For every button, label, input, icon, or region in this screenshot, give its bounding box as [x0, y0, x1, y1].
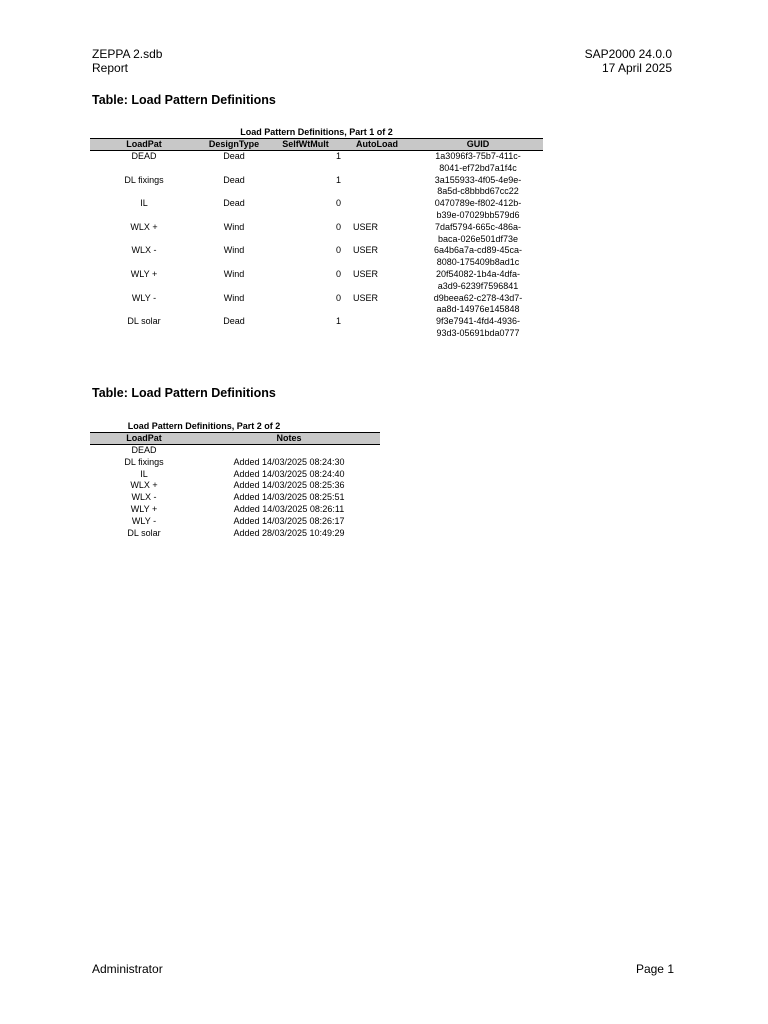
table-row — [90, 293, 543, 317]
guid-line1: 20f54082-1b4a-4dfa- — [435, 268, 521, 279]
cell-autoload: USER — [353, 268, 379, 279]
cell-notes: Added 14/03/2025 08:26:17 — [233, 515, 345, 526]
doc-type: Report — [92, 61, 129, 75]
section1-title: Table: Load Pattern Definitions — [92, 93, 276, 107]
cell-designtype: Wind — [223, 245, 245, 256]
cell-selfwtmult: 1 — [335, 151, 341, 161]
col-header-autoload: AutoLoad — [341, 139, 413, 151]
cell-designtype: Wind — [223, 268, 245, 279]
cell-loadpat: WLX - — [131, 492, 157, 503]
guid-line2: a3d9-6239f7596841 — [437, 280, 519, 291]
cell-loadpat: WLY + — [130, 268, 158, 279]
cell-selfwtmult: 0 — [335, 198, 341, 209]
col-header-guid: GUID — [413, 139, 543, 151]
cell-designtype: Wind — [223, 221, 245, 232]
cell-autoload — [341, 151, 413, 175]
file-name: ZEPPA 2.sdb — [92, 47, 163, 61]
cell-guid — [413, 293, 543, 317]
table-part2 — [90, 421, 380, 539]
cell-designtype: Dead — [223, 316, 245, 327]
cell-autoload: USER — [353, 221, 379, 232]
cell-selfwtmult: 0 — [335, 245, 341, 256]
table-part1 — [90, 127, 543, 340]
cell-guid — [413, 151, 543, 175]
cell-loadpat: WLY - — [131, 292, 157, 303]
cell-loadpat: WLX + — [130, 221, 158, 232]
cell-loadpat: DL fixings — [124, 456, 164, 467]
guid-line1: d9beea62-c278-43d7- — [433, 292, 523, 303]
table-row — [90, 480, 380, 492]
table-row — [90, 245, 543, 269]
cell-loadpat: WLX + — [130, 480, 158, 491]
table-part2-caption: Load Pattern Definitions, Part 2 of 2 — [127, 421, 281, 431]
cell-guid — [413, 245, 543, 269]
cell-loadpat: IL — [140, 198, 148, 209]
cell-guid — [413, 222, 543, 246]
guid-line2: 93d3-05691bda0777 — [436, 327, 520, 338]
footer-author: Administrator — [92, 962, 163, 976]
cell-notes: Added 14/03/2025 08:25:36 — [233, 480, 345, 491]
table-row — [90, 492, 380, 504]
cell-loadpat: DEAD — [131, 445, 157, 455]
cell-loadpat: WLY + — [130, 503, 158, 514]
cell-notes: Added 14/03/2025 08:26:11 — [233, 503, 345, 514]
cell-designtype: Wind — [223, 292, 245, 303]
cell-selfwtmult: 1 — [335, 316, 341, 327]
cell-loadpat: IL — [140, 468, 148, 479]
cell-selfwtmult: 0 — [335, 268, 341, 279]
table-row — [90, 175, 543, 199]
load-pattern-table-1 — [90, 138, 543, 340]
cell-loadpat: WLY - — [131, 515, 157, 526]
guid-line1: 0470789e-f802-412b- — [434, 198, 522, 209]
cell-guid — [413, 269, 543, 293]
cell-notes — [198, 445, 380, 457]
cell-autoload — [341, 175, 413, 199]
col-header-designtype: DesignType — [198, 139, 270, 151]
guid-line1: 9f3e7941-4fd4-4936- — [435, 316, 521, 327]
cell-autoload: USER — [353, 292, 379, 303]
cell-designtype: Dead — [223, 198, 245, 209]
table-row — [90, 269, 543, 293]
table-part1-caption: Load Pattern Definitions, Part 1 of 2 — [240, 127, 393, 137]
guid-line2: 8080-175409b8ad1c — [436, 257, 520, 268]
software-version: SAP2000 24.0.0 — [584, 47, 672, 61]
col-header-loadpat: LoadPat — [90, 139, 198, 151]
cell-selfwtmult: 0 — [335, 292, 341, 303]
report-date: 17 April 2025 — [601, 61, 672, 75]
cell-guid — [413, 175, 543, 199]
report-header-right — [585, 47, 672, 75]
table-row — [90, 222, 543, 246]
table-row — [90, 469, 380, 481]
table-row — [90, 504, 380, 516]
guid-line1: 1a3096f3-75b7-411c- — [435, 151, 521, 161]
cell-guid — [413, 316, 543, 340]
cell-loadpat: WLX - — [131, 245, 157, 256]
cell-autoload — [341, 198, 413, 222]
guid-line2: baca-026e501df73e — [437, 233, 519, 244]
guid-line2: 8a5d-c8bbbd67cc22 — [437, 186, 519, 197]
footer-page-number: Page 1 — [635, 962, 674, 976]
report-header-left — [92, 47, 162, 75]
table-row — [90, 457, 380, 469]
cell-notes: Added 28/03/2025 10:49:29 — [233, 527, 345, 538]
load-pattern-table-2 — [90, 432, 380, 539]
table-row — [90, 316, 543, 340]
cell-notes: Added 14/03/2025 08:24:30 — [233, 456, 345, 467]
cell-designtype: Dead — [223, 174, 245, 185]
guid-line2: aa8d-14976e145848 — [436, 304, 520, 315]
table-row — [90, 198, 543, 222]
cell-loadpat: DL solar — [127, 316, 161, 327]
table-row — [90, 528, 380, 540]
cell-loadpat: DL solar — [127, 527, 161, 538]
guid-line2: 8041-ef72bd7a1f4c — [439, 162, 517, 173]
cell-notes: Added 14/03/2025 08:25:51 — [233, 492, 345, 503]
col-header-notes: Notes — [198, 433, 380, 445]
guid-line2: b39e-07029bb579d6 — [436, 209, 520, 220]
cell-autoload: USER — [353, 245, 379, 256]
cell-selfwtmult: 1 — [335, 174, 341, 185]
cell-selfwtmult: 0 — [335, 221, 341, 232]
col-header-selfwtmult: SelfWtMult — [270, 139, 341, 151]
table-row — [90, 516, 380, 528]
table-row — [90, 151, 543, 175]
table-row — [90, 445, 380, 457]
section2-title: Table: Load Pattern Definitions — [92, 386, 276, 400]
cell-loadpat: DEAD — [131, 151, 157, 161]
guid-line1: 7daf5794-665c-486a- — [434, 221, 522, 232]
col-header-loadpat: LoadPat — [90, 433, 198, 445]
cell-guid — [413, 198, 543, 222]
guid-line1: 6a4b6a7a-cd89-45ca- — [433, 245, 523, 256]
cell-designtype: Dead — [223, 151, 245, 161]
cell-loadpat: DL fixings — [124, 174, 164, 185]
guid-line1: 3a155933-4f05-4e9e- — [434, 174, 522, 185]
cell-notes: Added 14/03/2025 08:24:40 — [233, 468, 345, 479]
cell-autoload — [341, 316, 413, 340]
